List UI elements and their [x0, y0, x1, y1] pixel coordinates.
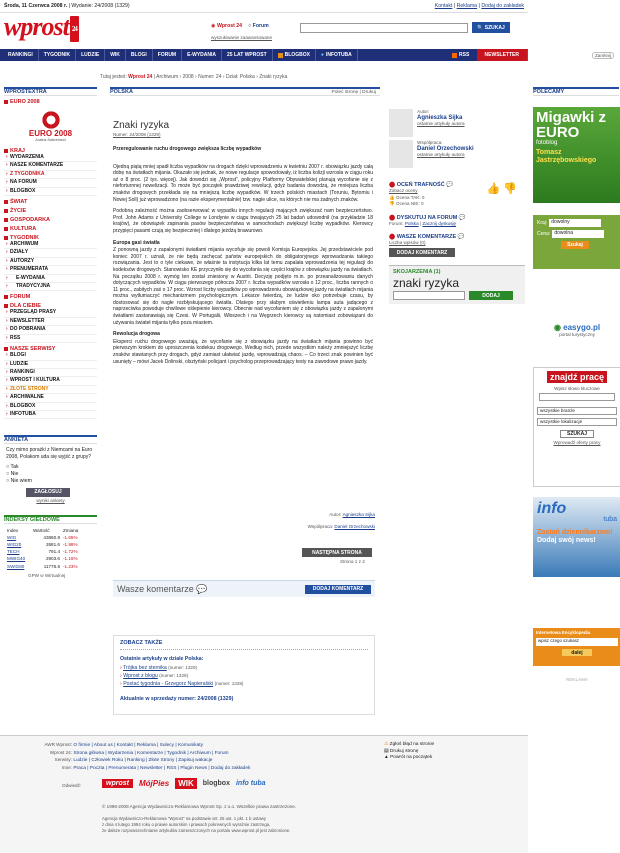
article: [113, 120, 373, 370]
top-bar: Środa, 11 Czerwca 2008 r. | Wydanie: 24/2008 (1329) Kontakt | Reklama | Dodaj do zakładek: [0, 0, 528, 13]
trip-search-button[interactable]: Szukaj: [561, 241, 589, 249]
associations-box: SKOJARZENIA (1) znaki ryzyka DODAJ: [389, 265, 525, 304]
nav-25-lat[interactable]: 25 LAT WPROST: [222, 49, 273, 61]
comments-title: Wasze komentarze: [117, 583, 194, 594]
menu-na-forum[interactable]: › NA FORUM: [4, 179, 97, 187]
nav-ludzie[interactable]: LUDZIE: [76, 49, 105, 61]
nav-rss[interactable]: RSS: [452, 49, 469, 61]
recommended-title: POLECAMY: [533, 87, 619, 96]
encyclopedia-button[interactable]: dalej: [562, 649, 592, 656]
current-issue[interactable]: Aktualnie w sprzedaży numer: 24/2008 (1329): [120, 696, 234, 702]
forum-title: DYSKUTUJ NA FORUM: [396, 215, 458, 221]
user-comments-title: WASZE KOMENTARZE: [396, 234, 457, 240]
legal-notice: Agencja Wydawniczo-Reklamowa "Wprost" na podstawie art. 25 ust. 1 pkt. 1 b ustawy z dnia 4 lutego 1994 roku o prawie autorskim i prawach pokrewnych wyraźnie zastrzega, że dalsze rozpowszechnianie artykułów zamieszczonych na portalu www.wprost.pl jest zabronione.: [102, 816, 291, 833]
migawki-banner[interactable]: Migawki z EURO fotoblog Tomasz Jastrzębowskiego: [533, 107, 620, 203]
thumb-up-icon: 👍: [389, 195, 395, 200]
menu-archiwum[interactable]: › ARCHIWUM: [4, 241, 97, 249]
blogbox-icon: [278, 53, 283, 58]
menu-kraj[interactable]: KRAJ: [4, 148, 97, 154]
footer-row-links[interactable]: Praca | Poczta | Prenumerata | Newsletter | RSS | Plugin News | Dodaj do zakładek: [73, 765, 251, 771]
forum-box: ⬤ DYSKUTUJ NA FORUM 💬 Forum: Polska | Zacznij dyskusję: [389, 215, 466, 226]
see-also-title: ZOBACZ TAKŻE: [120, 640, 368, 650]
arrow-up-icon: ▲: [384, 755, 389, 761]
menu-do-pobrania[interactable]: › DO POBRANIA: [4, 326, 97, 334]
article-title: Znaki ryzyka: [113, 120, 170, 131]
article-paragraph: Z ponowną jazdy z zapalonymi światłami mijania wycofuje się powoli Komisja Europejska. Jej przedstawiciele pod koniec 2007 r. uznali, że nie będą zachęcać państw europejskich do obligatoryjnego wprowadzania takiego rozwiązania. Jest to o tyle ciekawe, że właśnie ta instytucja kilka lat temu zapalała wprowadzenia tej regulacji do kodeksów drogowych. Stanowisko KE przyczyniło się do wycofania się części krajów z obowiązku jazdy na światłach. Na początku 2008 r. wymóg ten został zniesiony w Austrii. Decyzję podjęto m.in. po przeanalizowaniu danych dotyczących wypadków. W ciągu pierwszego półrocza 2007 r. liczba wypadków wzrosła o 12 proc., liczba rannych o 11 proc., zabitych zaś o 17 proc. Wzrost liczby wypadków po wprowadzeniu obowiązkowej jazdy na światłach mijania można wytłumaczyć mechanizmem psychologicznym. Lekarze twierdzą, że ludzie oko potrzebuje czasu, by dostosować się do nagłe rozbłyskującego światła. Dlatego przy słabym oświetleniu lampa auta jadącego z naprzeciwka powoduje chwilowe oślepienie kierowcy. Obecnie nad wycofaniem się z obowiązku jazdy z zapalonymi światłami zastanawiają się Czesi. W Portugalii, Włoszech i na Węgrzech kierowcy są natomiast zobowiązani do używania świateł mijania tylko poza miastem.: [113, 247, 373, 326]
nav-blogbox[interactable]: BLOGBOX: [273, 49, 316, 61]
football-icon: [40, 111, 62, 129]
rate-box: ⬤ OCEŃ TRAFNOŚĆ 💬 Zobacz oceny 👍 Ocena TAK: 0 👎 Ocena NIE: 0 👍 👎: [389, 182, 517, 206]
euro-logo[interactable]: EURO 2008 Austria-Switzerland: [4, 107, 97, 145]
association-add-button[interactable]: DODAJ: [469, 291, 513, 300]
menu-nasze-serwisy[interactable]: NASZE SERWISY: [4, 346, 97, 352]
advanced-search-link[interactable]: wyszukiwanie zaawansowane: [211, 35, 273, 40]
coauthor-box: Współpraca: Daniel Orzechowski ostatnie artykuły autora: [389, 140, 525, 168]
see-also-item[interactable]: › Postać tygodnia - Grzegorz Napieralski (numer: 1329): [120, 681, 244, 687]
close-ads-button[interactable]: Zamknij: [592, 52, 614, 59]
coauthor-name[interactable]: Daniel Orzechowski: [417, 146, 474, 152]
contact-link[interactable]: Kontakt: [434, 3, 453, 9]
speech-bubble-icon: 💬: [457, 234, 465, 240]
site-logo[interactable]: wprost 24: [4, 12, 77, 41]
menu-archiwalne[interactable]: › ARCHIWALNE: [4, 394, 97, 402]
menu-wydarzenia[interactable]: › WYDARZENIA: [4, 154, 97, 162]
encyclopedia-widget: Internetowa Encyklopedia wpisz czego szukasz dalej: [533, 628, 620, 666]
industry-select[interactable]: wszystkie branże: [537, 407, 617, 415]
association-input[interactable]: [393, 291, 465, 300]
left-sidebar: [4, 87, 97, 707]
breadcrumb: Tutaj jesteś: Wprost 24 | Archiwum › 2008 › Numer: 24 › Dział: Polska › Znaki ryzyka: [100, 74, 288, 80]
footer-row-links[interactable]: Ludzie | Człowiek Roku | Ranking | Złote Strony | Zapisuj wakacje: [73, 758, 213, 764]
article-paragraph: Ojedną piątą mniej spadł liczba wypadków na drogach dzięki wprowadzeniu w kwietniu 2007 r. obowiązku jazdy całą dobę na światłach mijania. Okazało się jednak, że nowe regulacje spowodowały, iż liczba kolizji wzrosła w ciągu roku aż o 8 proc. (2 tys. więcej). Jak dowodzi się „Wprost”, policyjny Platformy Obywatelskiej planują wycofanie się z nieforturnnej nowelizacji. To może być początek prawdziwej rewolucji, gdyż badania dowodzą, że mniejsza liczba znaków drogowych przekłada się na mniejszą liczbę wypadków. W trzech polskich miastach (Toruniu, Bytomiu i Nowej Soli) już wprowadzono (na razie eksperymentalnie) tzw. nagie ulice, na których nie ma żadnych znaków.: [113, 163, 373, 203]
associations-title: SKOJARZENIA: [393, 269, 433, 275]
nav-blogi[interactable]: BLOGI: [126, 49, 153, 61]
thumb-down-icon[interactable]: 👎: [503, 183, 517, 195]
author-articles-link[interactable]: ostatnie artykuły autora: [417, 121, 465, 126]
see-also-subtitle: Ostatnie artykuły w dziale Polska:: [120, 656, 204, 662]
ad-label: REKLAMA: [566, 677, 588, 682]
menu-blogbox-2[interactable]: › BLOGBOX: [4, 403, 97, 411]
menu-kultura[interactable]: KULTURA: [4, 226, 97, 232]
search-icon: 🔍: [477, 24, 484, 31]
rate-title: OCEŃ TRAFNOŚĆ: [396, 182, 445, 188]
start-discussion-link[interactable]: Zacznij dyskusję: [422, 221, 457, 226]
job-search-widget: znajdź pracę Wpisz słowo kluczowe wszystkie branże wszystkie lokalizacje SZUKAJ Wprowadź oferty pracy: [533, 367, 620, 487]
index-name[interactable]: TECH: [7, 549, 20, 555]
brand-mojpies[interactable]: MójPies: [138, 779, 170, 788]
encyclopedia-input[interactable]: wpisz czego szukasz: [536, 638, 618, 646]
menu-rankingi[interactable]: › RANKINGI: [4, 369, 97, 377]
trip-search-widget: Kraj: dowolny Cena: dowolna Szukaj: [533, 215, 620, 269]
section-title: POLSKA: [110, 89, 133, 95]
coauthor-articles-link[interactable]: ostatnie artykuły autora: [417, 152, 465, 157]
logo-badge: 24: [70, 16, 79, 42]
footer-links: AWR Wprost: O firmie | About us | Kontakt | Reklama | Sulecy | Komunikaty Wprost 24: Strona główna | Wydarzenia | Komentarze | Tygodnik | Archiwum | Forum Serwisy: Ludzie | Człowiek Roku | Ranking | Złote Strony | Zapisuj wakacje Inne: Praca | Poczta | Prenumerata | Newsletter | RSS | Plugin News | Dodaj do zakładek: [44, 742, 251, 771]
euro-heading[interactable]: EURO 2008: [4, 99, 97, 105]
menu-zycie[interactable]: ŻYCIE: [4, 208, 97, 214]
footer-row-links[interactable]: O firmie | About us | Kontakt | Reklama | Sulecy | Komunikaty: [73, 743, 204, 748]
menu-zlote-strony[interactable]: › ZŁOTE STRONY: [4, 386, 97, 394]
menu-e-wydania[interactable]: › E-WYDANIA: [4, 275, 97, 283]
location-select[interactable]: wszystkie lokalizacje: [537, 418, 617, 426]
index-name[interactable]: WIG20: [7, 541, 22, 547]
ads-link[interactable]: Reklama: [456, 3, 478, 9]
article-subheading: Europa gasi światła: [113, 239, 160, 246]
nav-rankingi[interactable]: RANKINGI: [3, 49, 39, 61]
job-search-button[interactable]: SZUKAJ: [560, 430, 594, 438]
menu-nasze-komentarze[interactable]: › NASZE KOMENTARZE: [4, 162, 97, 170]
menu-przeglad-prasy[interactable]: › PRZEGLĄD PRASY: [4, 309, 97, 317]
crumb-year[interactable]: 2008: [182, 74, 194, 80]
menu-z-tygodnika[interactable]: › Z TYGODNIKA: [4, 171, 97, 179]
copyright: © 1996-2008 Agencja Wydawniczo-Reklamowa Wprost Sp. z o.o. Wszelkie prawa zastrzeżone.: [102, 804, 297, 809]
country-select[interactable]: dowolny: [549, 219, 601, 227]
menu-blogbox[interactable]: › BLOGBOX: [4, 188, 97, 196]
menu-newsletter[interactable]: › NEWSLETTER: [4, 318, 97, 326]
crumb-archiwum[interactable]: Archiwum: [156, 74, 179, 80]
menu-forum[interactable]: FORUM: [4, 294, 97, 300]
article-sidebar: [389, 87, 525, 347]
indexes-title: INDEKSY GIEŁDOWE: [4, 515, 97, 524]
brand-wprost[interactable]: wprost: [102, 779, 133, 788]
job-keyword-input[interactable]: [539, 393, 615, 401]
date: Środa, 11 Czerwca 2008 r.: [4, 3, 68, 9]
page-indicator: Strona 1 z 2: [340, 559, 365, 564]
speech-bubble-icon: 💬: [196, 583, 208, 594]
article-issue[interactable]: Numer: 24/2008 (1329): [113, 132, 161, 137]
brand-logos: [102, 778, 266, 789]
infotuba-banner[interactable]: info tuba Zostań dziennikarzem! Dodaj swój news!: [533, 497, 620, 577]
article-paragraph: Eksperci ruchu drogowego uważają, że wycofanie się z obowiązku jazdy na światłach mijania powinno być pierwszym krokiem do uproszczenia kodeksu drogowego. Według nich, przede wszystkim należy zmniejszyć liczbę znaków stawianych przy drogach, gdyż zamiast ułatwiać jazdę, wprowadzają chaos. – Co trzeci znak powinien być usunięty – mówi Jacek Dolinski, olsztyński policjant i psycholog przeprowadzający testy na zawodowe prawo jazdy.: [113, 338, 373, 365]
menu-dla-ciebie[interactable]: DLA CIEBIE: [4, 303, 97, 309]
search-input[interactable]: [300, 23, 468, 33]
stock-indexes: [4, 515, 97, 578]
nav-e-wydania[interactable]: E-WYDANIA: [182, 49, 222, 61]
globe-icon: ◉: [553, 323, 561, 332]
author-name[interactable]: Agnieszka Sijka: [417, 115, 463, 121]
poll-option-nie[interactable]: ○ Nie: [6, 470, 19, 477]
article-subheading: Rewolucja drogowa: [113, 331, 160, 338]
thumb-up-icon[interactable]: 👍: [486, 183, 501, 195]
warning-icon: ⚠: [384, 742, 389, 747]
search-area: [207, 18, 527, 48]
main-nav: [0, 49, 528, 61]
association-word[interactable]: znaki ryzyka: [393, 276, 460, 290]
article-credits: Autor: Agnieszka Sijka Współpraca: Daniel Orzechowski: [307, 512, 375, 529]
user-comments-box: ⬤ WASZE KOMENTARZE 💬 Liczba wpisów (0) DODAJ KOMENTARZ: [389, 234, 525, 257]
see-also-item[interactable]: › Trójka bez sternika (numer: 1329): [120, 665, 198, 671]
crumb-section[interactable]: Dział: Polska: [225, 74, 255, 80]
menu-dzialy[interactable]: › DZIAŁY: [4, 249, 97, 257]
speech-bubble-icon: 💬: [446, 182, 454, 188]
poll-option-nie-wiem[interactable]: ○ Nie wiem: [6, 477, 32, 484]
brand-wik[interactable]: WIK: [175, 778, 197, 789]
crumb-issue[interactable]: Numer: 24: [198, 74, 222, 80]
brand-blogbox[interactable]: blogbox: [202, 780, 230, 787]
gpw-source[interactable]: GPW w Wirtualnej: [28, 572, 66, 578]
print-link[interactable]: Drukuj: [362, 89, 376, 95]
radio-forum[interactable]: ○ Forum: [248, 23, 269, 29]
report-error-link[interactable]: ⚠ Zgłoś błąd na stronie: [384, 742, 435, 747]
main-content: POLSKA Poleć stronę | Drukuj: [110, 87, 380, 727]
indexes-table: Index Wartość Zmiana WIG 43860.8 -1.65% WIG20 2681.6 -1.98% TECH 791.4 -1.72% MWIG40 2903.6 -1.16% SWIG80 11776.6 -1.23%: [7, 527, 79, 569]
menu-rss[interactable]: › RSS: [4, 335, 97, 343]
author-link[interactable]: Agnieszka Sijka: [342, 512, 375, 517]
recommend-link[interactable]: Poleć stronę: [331, 89, 359, 95]
poll-option-tak[interactable]: ○ Tak: [6, 463, 19, 470]
crumb-wprost24[interactable]: Wprost 24: [128, 74, 153, 80]
poll-question: Czy mimo porażki z Niemcami na Euro 2008, Polakom uda się wyjść z grupy?: [6, 447, 93, 460]
post-job-link[interactable]: Wprowadź oferty pracy: [553, 439, 601, 445]
menu-tradycyjna[interactable]: › TRADYCYJNA: [4, 283, 97, 291]
menu-swiat[interactable]: ŚWIAT: [4, 199, 97, 205]
add-comment-button[interactable]: DODAJ KOMENTARZ: [305, 585, 371, 594]
see-ratings-link[interactable]: Zobacz oceny: [389, 188, 418, 193]
menu-ludzie[interactable]: › LUDZIE: [4, 361, 97, 369]
ads-column: [533, 87, 620, 697]
bookmark-link[interactable]: Dodaj do zakładek: [481, 3, 524, 9]
add-comment-button-2[interactable]: DODAJ KOMENTARZ: [389, 248, 455, 257]
article-lead: Przeregulowanie ruchu drogowego zwiększa liczbę wypadków: [113, 146, 262, 152]
menu-tygodnik[interactable]: TYGODNIK: [4, 235, 97, 241]
print-page-link[interactable]: ▤ Drukuj stronę: [384, 748, 419, 754]
index-name[interactable]: SWIG80: [7, 563, 25, 569]
see-also-item[interactable]: › Wprost z blogu (numer: 1329): [120, 673, 189, 679]
nav-forum[interactable]: FORUM: [153, 49, 182, 61]
menu-autorzy[interactable]: › AUTORZY: [4, 258, 97, 266]
printer-icon: ▤: [384, 748, 389, 754]
menu-infotuba[interactable]: › INFOTUBA: [4, 411, 97, 419]
poll-title: ANKIETA: [4, 435, 97, 444]
article-paragraph: Podobną zależność można zaobserwować w wypadku innych regulacji mających zwiększać nam bezpieczeństwo. Prof. John Adams z University College w Londynie w ciągu trwających 25 lat badań udowodnił (na przykładzie 18 krajów), że obowiązek zapinania pasów bezpieczeństwa w samochodach zwiększył liczbę wypadków. Kierowcy przypięci pasami czują się bezpieczniej i dlatego jeżdżą brawurowo.: [113, 208, 373, 234]
speech-bubble-icon: 💬: [458, 215, 466, 221]
author-box: Autor: Agnieszka Sijka ostatnie artykuły autora: [389, 109, 525, 137]
poll-vote-button[interactable]: ZAGŁOSUJ: [26, 488, 70, 497]
back-to-top-link[interactable]: ▲ Powrót na początek: [384, 755, 433, 761]
poll: [4, 435, 97, 502]
footer-row-links[interactable]: Strona główna | Wydarzenia | Komentarze | Tygodnik | Archiwum | Forum: [73, 750, 229, 756]
easygo-logo[interactable]: ◉ easygo.pl portal turystyczny: [553, 323, 601, 337]
nav-tygodnik[interactable]: TYGODNIK: [39, 49, 76, 61]
comments-count[interactable]: Liczba wpisów (0): [389, 240, 426, 245]
menu-prenumerata[interactable]: › PRENUMERATA: [4, 266, 97, 274]
next-page-button[interactable]: NASTĘPNA STRONA: [302, 548, 372, 557]
issue: Wydanie: 24/2008 (1329): [71, 3, 130, 9]
search-button[interactable]: 🔍 SZUKAJ: [472, 22, 510, 33]
brand-infotuba[interactable]: info tuba: [235, 780, 266, 787]
infotuba-icon: ●: [320, 52, 324, 58]
forum-link[interactable]: Polska: [404, 221, 419, 226]
job-title: znajdź pracę: [547, 371, 607, 383]
menu-wprost-kultura[interactable]: › WPROST I KULTURA: [4, 377, 97, 385]
nav-infotuba[interactable]: ● INFOTUBA: [316, 49, 358, 61]
radio-wprost24[interactable]: ◉ Wprost 24: [211, 23, 243, 29]
crumb-current: Znaki ryzyka: [259, 74, 288, 80]
thumb-down-icon: 👎: [389, 201, 395, 206]
extra-title: WPROSTEXTRA: [4, 87, 97, 96]
avatar: [389, 109, 413, 137]
comments-bar: [113, 580, 375, 597]
nav-newsletter[interactable]: NEWSLETTER: [477, 49, 528, 61]
poll-results-link[interactable]: wyniki ankiety: [36, 497, 65, 503]
index-name[interactable]: WIG: [7, 534, 17, 540]
index-name[interactable]: MWIG40: [7, 556, 26, 562]
footer: AWR Wprost: O firmie | About us | Kontakt | Reklama | Sulecy | Komunikaty Wprost 24: Strona główna | Wydarzenia | Komentarze | Tygodnik | Archiwum | Forum Serwisy: Ludzie | Człowiek Roku | Ranking | Złote Strony | Zapisuj wakacje Inne: Praca | Poczta | Prenumerata | Newsletter | RSS | Plugin News | Dodaj do zakładek ⚠ Zgłoś błąd na stronie ▤ Drukuj stronę ▲ Powrót na początek Odwiedź: wprost MójPies WIK blogbox info tuba © 1996-2008 Agencja Wydawniczo-Reklamowa Wprost Sp. z o.o. Wszelkie prawa zastrzeżone. Agencja Wydawniczo-Reklamowa "Wprost" na podstawie art. 25 ust. 1 pkt. 1 b ustawy z dnia 4 lutego 1994 roku o prawie autorskim i prawach pokrewnych wyraźnie zastrzega, że dalsze rozpowszechnianie artykułów zamieszczonych na portalu www.wprost.pl jest zabronione.: [0, 735, 528, 853]
nav-wik[interactable]: WIK: [105, 49, 126, 61]
see-also: [113, 635, 375, 715]
menu-gospodarka[interactable]: GOSPODARKA: [4, 217, 97, 223]
menu-blogi[interactable]: › BLOGI: [4, 352, 97, 360]
price-select[interactable]: dowolna: [552, 230, 604, 238]
rss-icon: [452, 53, 457, 58]
avatar: [389, 140, 413, 168]
coauthor-link[interactable]: Daniel Orzechowski: [334, 524, 375, 529]
